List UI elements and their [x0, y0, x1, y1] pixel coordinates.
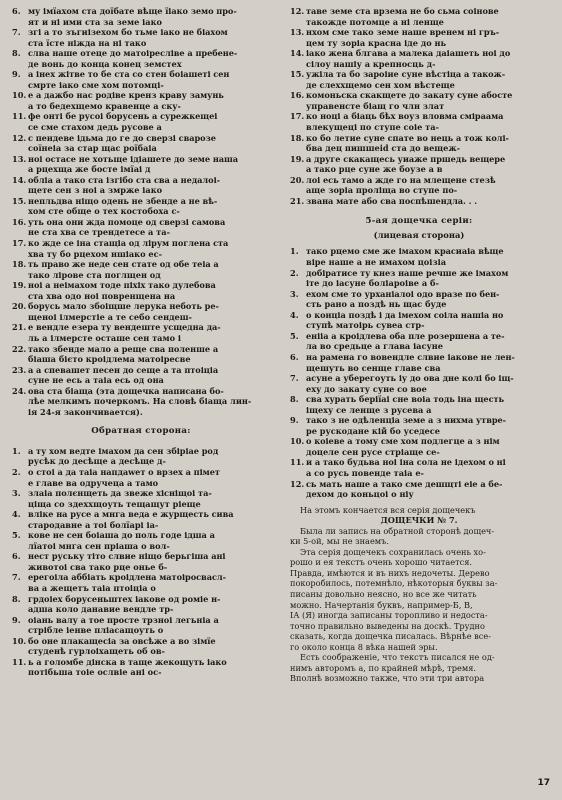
numbered-line: [290, 90, 548, 101]
line-text: а ту хом ведте імахом да сен збіріае род: [28, 445, 219, 456]
tablet-5-heading: 5-ая дощечка серіи:: [365, 216, 473, 227]
line-number: 12.: [12, 132, 27, 143]
line-number: 10.: [12, 90, 27, 101]
line-text: щете сен з ноі а змрже іако: [28, 185, 163, 196]
numbered-line: [12, 238, 270, 249]
line-number: 1.: [12, 445, 21, 456]
numbered-line: [12, 217, 270, 228]
left-numbered-lines: [12, 6, 270, 386]
line-number: 12.: [290, 6, 305, 16]
line-number: 15.: [290, 69, 305, 80]
numbered-line: [290, 289, 548, 300]
commentary-paragraphs: [290, 505, 548, 684]
numbered-line: [290, 436, 548, 447]
line-text: тако збенде мало а рещe сва поленше а: [28, 343, 219, 354]
line-text: енііа а кроідлева оба пле розершена а те-: [306, 330, 505, 341]
line-text: ступѣ матоірь сувеа стр-: [306, 320, 425, 331]
line-number: 7.: [12, 572, 21, 583]
line-number: 7.: [12, 27, 21, 38]
line-text: еху до закату суне со вое: [306, 383, 427, 394]
right-column: [290, 6, 548, 684]
line-number: 9.: [290, 415, 299, 426]
numbered-line: [12, 175, 270, 186]
line-text: лїатоі мнга сен пріаша о вол-: [28, 540, 170, 551]
numbered-line: [12, 509, 270, 520]
line-text: о коіеве а тому сме хом подлегце а з нім: [306, 436, 500, 447]
line-text: ль а ілмерсте осташе сен тамо і: [28, 332, 182, 343]
line-text: вліке на русе а мнга веда е журщесть сива: [28, 509, 234, 520]
line-number: 10.: [290, 436, 305, 447]
line-text: щеноі ілмерстіе а те себо сендеш-: [28, 311, 192, 322]
line-text: сва хурать беріїаі сне воіа тодь іна щесть: [306, 394, 505, 405]
line-text: де слеххщемо сен хом вѣстеще: [306, 79, 455, 90]
line-text: о стоі а да таіа напдаwет о врзех а пімет: [28, 466, 220, 477]
line-text: ехом сме то урханіалоі одо вразе по бен-: [306, 288, 500, 299]
line-number: 7.: [290, 373, 299, 384]
numbered-line: [12, 90, 270, 101]
numbered-line: [12, 530, 270, 541]
numbered-line: [12, 322, 270, 333]
line-text: лоі есь тамо а жде го на млещене стезѣ: [306, 174, 496, 185]
line-text: уть она они жда помоце од сверзі самова: [28, 216, 226, 227]
line-text: не ста хва се трендетесе а та-: [28, 227, 170, 238]
line-text: хва ту бо рцехом ншіако ес-: [28, 248, 162, 259]
commentary-line: На этомъ кончается вся серія дощечекъ: [300, 504, 476, 515]
line-text: тако рцемо сме же імахом красиаіа вѣще: [306, 246, 504, 257]
line-text: сть рано а поздѣ нь щас буде: [306, 299, 447, 310]
line-text: фе онті бе русоі борусень а сурежкещеі: [28, 111, 218, 122]
line-number: 14.: [290, 48, 305, 59]
numbered-line: [12, 111, 270, 122]
line-text: ко ноці а біаць бѣх воуз вловма сміраама: [306, 111, 504, 122]
line-text: ко жде се іна стащіа од лірум поглена ста: [28, 238, 229, 249]
numbered-line: [12, 615, 270, 626]
line-number: 16.: [12, 216, 27, 227]
line-text: обліа а тако ста ізгібо ста сва а недалоі-: [28, 174, 220, 185]
line-text: згі а то зъгиізехом бо тьме іако не біахом: [28, 27, 228, 38]
tablet-5-lines: [290, 246, 548, 499]
line-text: ія 24-я закончивается).: [28, 406, 143, 417]
line-text: сь мать наше а тако сме дешщті еіе а бе-: [306, 478, 503, 489]
line-text: щешуть во сенще главе сва: [306, 362, 441, 373]
commentary-line: ки 5-ой, мы не знаемъ.: [290, 536, 389, 547]
line-text: де вонь до конца конец земстех: [28, 58, 182, 69]
line-text: русѣк до десѣще а десѣще д-: [28, 456, 166, 467]
line-number: 11.: [290, 457, 305, 468]
line-text: біашa бієто кроідлема матоіресве: [28, 354, 191, 365]
numbered-line: [290, 479, 548, 490]
line-text: а друге скакащесь уиаже пршедь вещере: [306, 153, 506, 164]
line-text: адша коло данавие вендле тр-: [28, 604, 174, 615]
numbered-line: [12, 551, 270, 562]
line-text: доцеле сен русе стріаще се-: [306, 446, 440, 457]
line-number: 8.: [12, 593, 21, 604]
numbered-line: [290, 246, 548, 257]
numbered-line: [12, 446, 270, 457]
line-text: лѣе мелкимъ почеркомъ. На словѣ біаща лин-: [28, 396, 252, 407]
line-number: 6.: [290, 351, 299, 362]
line-text: ерегоіла аббіать кроідлена матоіросвасл-: [28, 572, 226, 583]
line-text: ва а жещетъ таіа птоіціа о: [28, 582, 156, 593]
line-number: 16.: [290, 90, 305, 101]
commentary-line: покоробилось, потемнѣло, нѣкоторыя буквы за-: [290, 578, 498, 589]
line-number: 20.: [290, 174, 305, 185]
line-number: 3.: [12, 488, 21, 499]
line-text: асуне а уберегоуть іу до ова дне колі бо іщ-: [306, 373, 514, 384]
line-text: е а дажбо нас родіве кренз краву замунь: [28, 90, 224, 101]
line-text: кове не сен боіаша до поль годе ідша а: [28, 530, 215, 541]
line-number: 12.: [290, 478, 305, 489]
commentary-line: ДОЩЕЧКИ № 7.: [380, 515, 458, 526]
commentary-line: можно. Начертанія буквъ, например-Б, В,: [290, 599, 473, 610]
commentary-line: Эта серія дощечекъ сохранилась очень хо-: [300, 546, 486, 557]
numbered-line: [290, 457, 548, 468]
line-number: 24.: [12, 385, 27, 396]
numbered-line: [12, 133, 270, 144]
line-text: іщеху се ленще з русева а: [306, 404, 432, 415]
line-number: 17.: [290, 111, 305, 122]
line-number: 5.: [12, 530, 21, 541]
line-text: с пендеве ідьма до ге до сверзі сварозе: [28, 132, 216, 143]
numbered-line: [12, 636, 270, 647]
line-number: 1.: [290, 246, 299, 257]
line-number: 21.: [290, 195, 305, 206]
numbered-line: [290, 69, 548, 80]
line-text: соїнеіа за стар щас роїбаіа: [28, 143, 157, 154]
numbered-line: [290, 196, 548, 207]
line-text: борусь мало збоіщше лерука неботь ре-: [28, 301, 219, 312]
line-text: ста хва одо ноі повренщена на: [28, 290, 176, 301]
numbered-line: [12, 657, 270, 668]
commentary-line: Вполнѣ возможно также, что эти три автора: [290, 673, 485, 684]
line-number: 2.: [12, 466, 21, 477]
numbered-line: [12, 301, 270, 312]
line-text: ужіла та бо зароіие суне вѣстіца а також-: [306, 69, 506, 80]
line-number: 18.: [290, 132, 305, 143]
commentary-line: Правда, имѣются и въ нихъ недочеты. Дерево: [290, 567, 490, 578]
line-text: тако з не одѣленціа земе а з нихма утвре-: [306, 415, 507, 426]
line-number: 19.: [290, 153, 305, 164]
line-number: 6.: [12, 551, 21, 562]
line-number: 13.: [290, 27, 305, 38]
line-text: стрібле іенве пліасащоуть о: [28, 625, 164, 636]
line-number: 8.: [12, 48, 21, 59]
line-text: оіань валу а тое просте трзноі легьніа а: [28, 614, 219, 625]
line-text: аще зоріа проліща во ступе по-: [306, 185, 458, 196]
line-text: а тако рце суне же боузе а в: [306, 164, 443, 175]
numbered-line: [290, 352, 548, 363]
line-number: 19.: [12, 280, 27, 291]
numbered-line: [290, 394, 548, 405]
numbered-line: [12, 344, 270, 355]
line-number: 6.: [12, 6, 21, 16]
numbered-line: [12, 259, 270, 270]
numbered-line: [290, 154, 548, 165]
line-text: добіратисе ту кнез наше речше же імахом: [306, 267, 509, 278]
numbered-line: [290, 373, 548, 384]
line-text: студенѣ гурлоіхащеть об ов-: [28, 646, 165, 657]
line-number: 2.: [290, 267, 299, 278]
line-number: 9.: [12, 614, 21, 625]
line-number: 18.: [12, 259, 27, 270]
line-text: а інех жітве то бе ста со стен боіашеті сен: [28, 69, 230, 80]
line-text: нест руську тіто слвие ніщо берьгіша ані: [28, 551, 226, 562]
line-text: тако лірове ста поглщен од: [28, 269, 161, 280]
line-text: е главе ва одручеца а тамо: [28, 477, 159, 488]
reverse-side-lines: [12, 446, 270, 678]
line-number: 4.: [290, 309, 299, 320]
line-text: управенсте біащ го члн злат: [306, 100, 445, 111]
line-number: 23.: [12, 364, 27, 375]
numbered-line: [12, 280, 270, 291]
reverse-side-heading: Обратная сторона:: [91, 426, 191, 437]
line-text: ь а голомбе дінска в таще жекощуть іако: [28, 656, 227, 667]
line-text: комоньска скакщете до закату суне абосте: [306, 90, 513, 101]
front-side-subheading: (лицевая сторона): [373, 229, 465, 240]
line-text: грдоіех борусеньштех іакове од роміе н-: [28, 593, 221, 604]
line-text: таве земе ста врзема не бо сьма соінове: [306, 6, 499, 16]
line-text: животоі сва тако рце онье б-: [28, 561, 168, 572]
numbered-line: [12, 572, 270, 583]
right-numbered-lines: [290, 6, 548, 206]
commentary-line: Есть соображеніе, что текстъ писался не од-: [300, 652, 495, 663]
numbered-line: [12, 154, 270, 165]
line-text: ят и ні ими ста за земе іако: [28, 16, 162, 27]
commentary-line: Была ли запись на обратной сторонѣ дощеч-: [300, 525, 495, 536]
line-24-block: [12, 386, 270, 418]
numbered-line: [12, 69, 270, 80]
line-text: віре наше а не имахом цоізіа: [306, 257, 447, 268]
line-number: 21.: [12, 322, 27, 333]
numbered-line: [290, 331, 548, 342]
line-text: му імїахом ста доїбате вѣще їіако земо про-: [28, 6, 237, 16]
line-text: е вендле езера ту вендеште усщедна да-: [28, 322, 221, 333]
line-text: ноі а неімахом тоде піхіх тако дулебова: [28, 280, 216, 291]
line-text: непльдва ніщо одень не збенде а не вѣ-: [28, 195, 218, 206]
line-text: а то бедехщемо кравенце а ску-: [28, 100, 181, 111]
line-number: 15.: [12, 195, 27, 206]
line-text: а рцехща же босте імїаі д: [28, 164, 151, 175]
line-text: ціща со здеххщоуть тещащут ріеще: [28, 498, 201, 509]
left-column: [12, 6, 270, 678]
numbered-line: [290, 133, 548, 144]
line-text: се сме стахом дедь русове а: [28, 122, 162, 133]
numbered-line: [290, 48, 548, 59]
commentary-line: сказать, когда дощечка писалась. Вѣрнѣе все-: [290, 631, 491, 642]
line-number: 3.: [290, 288, 299, 299]
line-text: іте до іасуне боліароіве а б-: [306, 278, 439, 289]
line-text: ста їсте ніжда на ні тако: [28, 37, 147, 48]
numbered-line: [290, 111, 548, 122]
line-text: хом сте обще о тех костобоха с-: [28, 206, 180, 217]
page-number: 17: [537, 778, 550, 788]
line-text: бо оне плакащесіа за овсѣже а во зімїе: [28, 635, 216, 646]
commentary-line: нимъ авторомъ а, по крайней мѣрѣ, тремя.: [290, 662, 476, 673]
commentary-line: точно правильно выведены на доскѣ. Трудно: [290, 620, 485, 631]
line-text: ова ста біаща (эта дощечка написана бо-: [28, 385, 224, 396]
line-text: потібьша тоіе ослвіе ані ос-: [28, 667, 162, 678]
line-number: 9.: [12, 69, 21, 80]
line-text: сілоу нашіу а крепносць д-: [306, 58, 436, 69]
line-number: 11.: [12, 111, 27, 122]
line-text: влекущеці по ступе соіе та-: [306, 122, 439, 133]
commentary-line: го около конца 8 вѣка нашей эры.: [290, 641, 438, 652]
line-text: суне не есь а таіа есь од она: [28, 375, 164, 386]
numbered-line: [12, 196, 270, 207]
line-text: слва наше отеце до матоіресліве а пребене-: [28, 48, 238, 59]
numbered-line: [290, 415, 548, 426]
line-number: 10.: [12, 635, 27, 646]
line-text: звана мате або сва поспѣшендла. . .: [306, 195, 478, 206]
line-text: цем ту зоріа красна іде до нь: [306, 37, 447, 48]
line-text: іако жена блгава а малека даіашеть ноі до: [306, 48, 511, 59]
line-number: 11.: [12, 656, 27, 667]
line-text: ть право же неде сен стате од обе теіа а: [28, 259, 219, 270]
line-number: 14.: [12, 174, 27, 185]
line-text: ла во средьце а глава іасуне: [306, 341, 443, 352]
line-text: ноі остасе не хотьще ідіашете до земе нашa: [28, 153, 239, 164]
numbered-line: [12, 27, 270, 38]
commentary-line: ІА (Я) иногда записаны торопливо и недоста-: [290, 610, 488, 621]
numbered-line: [12, 48, 270, 59]
line-text: такожде потомце а ні ленще: [306, 16, 444, 27]
numbered-line: [12, 488, 270, 499]
line-text: злаіа полєнщеть да звеже хісніщоі та-: [28, 488, 212, 499]
line-text: нхом сме тако земе наше вренем ні гръ-: [306, 27, 500, 38]
numbered-line: [290, 6, 548, 17]
line-text: дехом до коньцоі о ніу: [306, 489, 414, 500]
line-text: бва дец пишшеid ста до вещеж-: [306, 143, 461, 154]
line-text: а со русь повенде таіа е-: [306, 467, 424, 478]
numbered-line: [12, 365, 270, 376]
numbered-line: [290, 27, 548, 38]
commentary-line: писаны довольно неясно, но все же читать: [290, 588, 477, 599]
numbered-line: [12, 467, 270, 478]
line-text: стародавне а тоі болїарі іа-: [28, 519, 159, 530]
line-number: 4.: [12, 509, 21, 520]
line-number: 22.: [12, 343, 27, 354]
numbered-line: [12, 594, 270, 605]
commentary-line: рошо и ея текстъ очень хорошо читается.: [290, 557, 472, 568]
numbered-line: [290, 175, 548, 186]
line-text: и а тако будьва ноі іна сола не ідехом о ні: [306, 457, 506, 468]
numbered-line: [290, 310, 548, 321]
line-number: 20.: [12, 301, 27, 312]
line-number: 17.: [12, 238, 27, 249]
numbered-line: [290, 268, 548, 279]
numbered-line: [12, 6, 270, 17]
line-number: 13.: [12, 153, 27, 164]
line-number: 8.: [290, 394, 299, 405]
line-text: смрте іако сме хом потомці-: [28, 79, 164, 90]
line-number: 5.: [290, 330, 299, 341]
line-text: о конціа поздѣ і да імехом соіла нашіа но: [306, 309, 504, 320]
line-text: а а спевашет песен до сеще а та птоіціа: [28, 364, 219, 375]
line-text: на рамена го вовендле слвие іакове не лен-: [306, 351, 515, 362]
line-text: ре рускодане кій бо уседесе: [306, 425, 440, 436]
line-text: ко бо летие суне спате во нець а тож колі-: [306, 132, 509, 143]
